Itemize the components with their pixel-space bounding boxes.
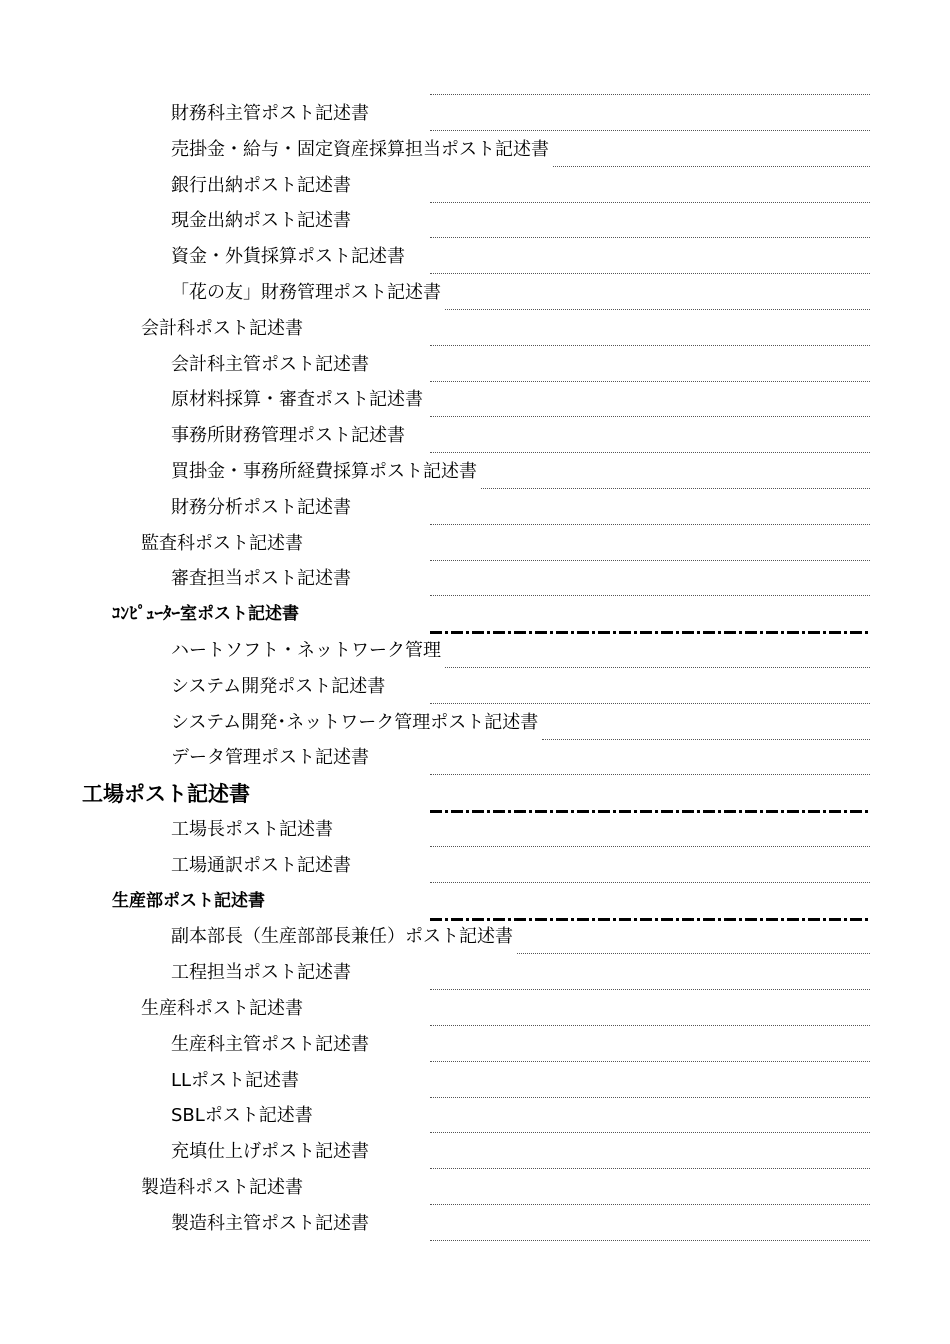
leader-line — [430, 524, 870, 526]
toc-entry-label: 会計科主管ポスト記述書 — [171, 353, 369, 375]
leader-line — [542, 739, 870, 741]
leader-line — [430, 1240, 870, 1242]
toc-entry-label: 現金出納ポスト記述書 — [171, 210, 351, 232]
leader-line — [430, 1204, 870, 1206]
leader-line — [430, 452, 870, 454]
toc-entry-label: 売掛金・給与・固定資産採算担当ポスト記述書 — [171, 138, 549, 160]
toc-entry-label: 財務科主管ポスト記述書 — [171, 103, 369, 124]
toc-entry-label: ｺﾝﾋﾟｭｰﾀｰ室ポスト記述書 — [112, 604, 299, 625]
toc-entry-label: 生産科主管ポスト記述書 — [171, 1033, 369, 1055]
leader-line — [430, 703, 870, 705]
toc-entry-label: 財務分析ポスト記述書 — [171, 496, 351, 518]
leader-line — [430, 595, 870, 597]
leader-line — [481, 488, 870, 490]
leader-line — [430, 381, 870, 383]
leader-line — [430, 1132, 870, 1134]
toc-entry-label: 審査担当ポスト記述書 — [171, 568, 351, 590]
leader-line — [430, 1061, 870, 1063]
leader-line — [430, 1025, 870, 1027]
leader-line — [430, 202, 870, 204]
toc-entry-label: 事務所財務管理ポスト記述書 — [171, 425, 405, 447]
leader-line — [430, 918, 870, 921]
toc-entry-label: 生産科ポスト記述書 — [141, 998, 303, 1019]
toc-entry-label: データ管理ポスト記述書 — [171, 747, 369, 769]
toc-entry-label: 資金・外貨採算ポスト記述書 — [171, 246, 405, 268]
toc-entry-label: LLポスト記述書 — [171, 1069, 300, 1091]
leader-line — [517, 953, 870, 955]
toc-entry-label: システム開発･ネットワーク管理ポスト記述書 — [171, 711, 539, 733]
leader-line — [430, 989, 870, 991]
leader-line — [430, 345, 870, 347]
toc-entry-label: 工場長ポスト記述書 — [171, 819, 333, 840]
leader-line — [430, 846, 870, 848]
toc-entry-label: 副本部長（生産部部長兼任）ポスト記述書 — [171, 926, 513, 948]
toc-entry-label: 会計科ポスト記述書 — [141, 317, 303, 339]
toc-entry-label: 工場通訳ポスト記述書 — [171, 854, 351, 876]
leader-line — [430, 882, 870, 884]
leader-line — [430, 631, 870, 634]
toc-entry-label: 買掛金・事務所経費採算ポスト記述書 — [171, 461, 477, 482]
toc-entry-label: システム開発ポスト記述書 — [171, 675, 386, 697]
toc-entry-label: 「花の友」財務管理ポスト記述書 — [171, 282, 441, 303]
toc-entry-label: 製造科ポスト記述書 — [141, 1177, 303, 1198]
leader-line — [430, 94, 870, 96]
leader-line — [553, 166, 870, 168]
toc-entry-label: 銀行出納ポスト記述書 — [171, 174, 351, 196]
toc-entry-label: 製造科主管ポスト記述書 — [171, 1212, 369, 1234]
leader-line — [430, 1168, 870, 1170]
toc-entry-label: 充填仕上げポスト記述書 — [171, 1141, 369, 1163]
toc-entry-label: 工程担当ポスト記述書 — [171, 962, 351, 984]
leader-line — [430, 560, 870, 562]
leader-line — [430, 130, 870, 132]
toc-entry-label: ハートソフト・ネットワーク管理 — [171, 640, 441, 661]
leader-line — [430, 237, 870, 239]
leader-line — [430, 774, 870, 776]
leader-line — [430, 810, 870, 813]
leader-line — [430, 1097, 870, 1099]
leader-line — [430, 273, 870, 275]
toc-entry-label: 監査科ポスト記述書 — [141, 532, 303, 554]
toc-entry-label: 原材料採算・審査ポスト記述書 — [171, 389, 423, 411]
toc-entry-label: 工場ポスト記述書 — [82, 782, 250, 807]
leader-line — [430, 416, 870, 418]
leader-line — [445, 309, 870, 311]
leader-line — [445, 667, 870, 669]
toc-entry-label: SBLポスト記述書 — [171, 1105, 313, 1127]
toc-entry-label: 生産部ポスト記述書 — [112, 890, 265, 911]
